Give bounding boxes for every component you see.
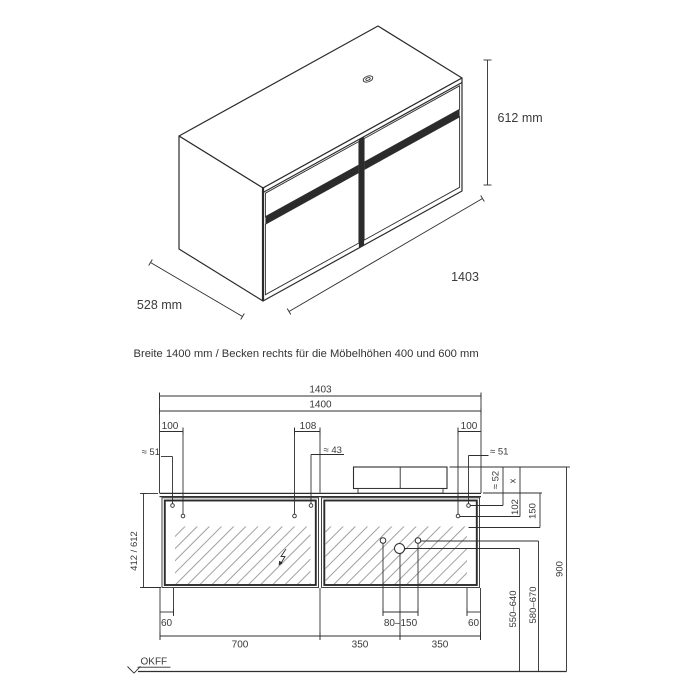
dim-hole-mid: 108 — [299, 421, 317, 432]
floor-reference — [128, 657, 567, 674]
dim-basin-height: 900 — [554, 561, 566, 577]
supply-connection-right — [415, 538, 421, 544]
dim-var-x: x — [507, 478, 519, 484]
hatch-zone-right — [326, 527, 468, 585]
front-view — [128, 385, 571, 674]
floor-label: OKFF — [140, 656, 168, 668]
dim-width-body: 1400 — [309, 399, 332, 411]
iso-dim-height — [484, 60, 543, 185]
dim-inset-right: 60 — [467, 618, 480, 629]
dim-approx-top: ≈ 52 — [490, 470, 502, 490]
washbasin — [354, 467, 448, 493]
dim-right-heights — [508, 467, 570, 672]
dim-top-chain — [160, 385, 482, 515]
dim-depth-150: 150 — [527, 503, 539, 519]
iso-width-label: 1403 — [451, 270, 479, 284]
dim-hole-left: 100 — [161, 421, 179, 432]
dim-bottom-chain — [160, 588, 482, 651]
dim-approx-leaders — [142, 445, 509, 504]
dim-right-top — [450, 467, 567, 528]
dim-inset-left: 60 — [160, 618, 173, 629]
hatch-zone-left — [175, 527, 311, 585]
supply-connection-left — [380, 538, 386, 544]
dim-height — [129, 494, 161, 588]
drain-connection — [395, 544, 405, 554]
mounting-holes — [171, 504, 471, 518]
iso-height-label: 612 mm — [497, 111, 543, 125]
dim-supply-height: 580–670 — [527, 586, 539, 624]
iso-depth-label: 528 mm — [136, 298, 183, 312]
dim-drain-height: 550–640 — [507, 590, 519, 628]
dim-height-label: 412 / 612 — [128, 531, 140, 571]
dim-approx-right: ≈ 51 — [490, 446, 509, 458]
dim-seg-left: 700 — [231, 639, 249, 651]
dim-seg-mid: 350 — [351, 639, 369, 651]
dim-depth-102: 102 — [509, 499, 521, 515]
dim-width-total: 1403 — [309, 384, 332, 396]
dim-drain-span: 80–150 — [383, 618, 418, 629]
iso-view — [137, 26, 543, 320]
dim-seg-right: 350 — [431, 639, 449, 651]
countertop — [160, 493, 482, 496]
dim-approx-left: ≈ 51 — [141, 447, 160, 458]
subtitle: Breite 1400 mm / Becken rechts für die Möbelhöhen 400 und 600 mm — [133, 348, 479, 360]
iso-drawer-divider — [359, 137, 364, 249]
dim-hole-right: 100 — [460, 421, 478, 432]
dim-approx-mid: ≈ 43 — [323, 445, 342, 456]
